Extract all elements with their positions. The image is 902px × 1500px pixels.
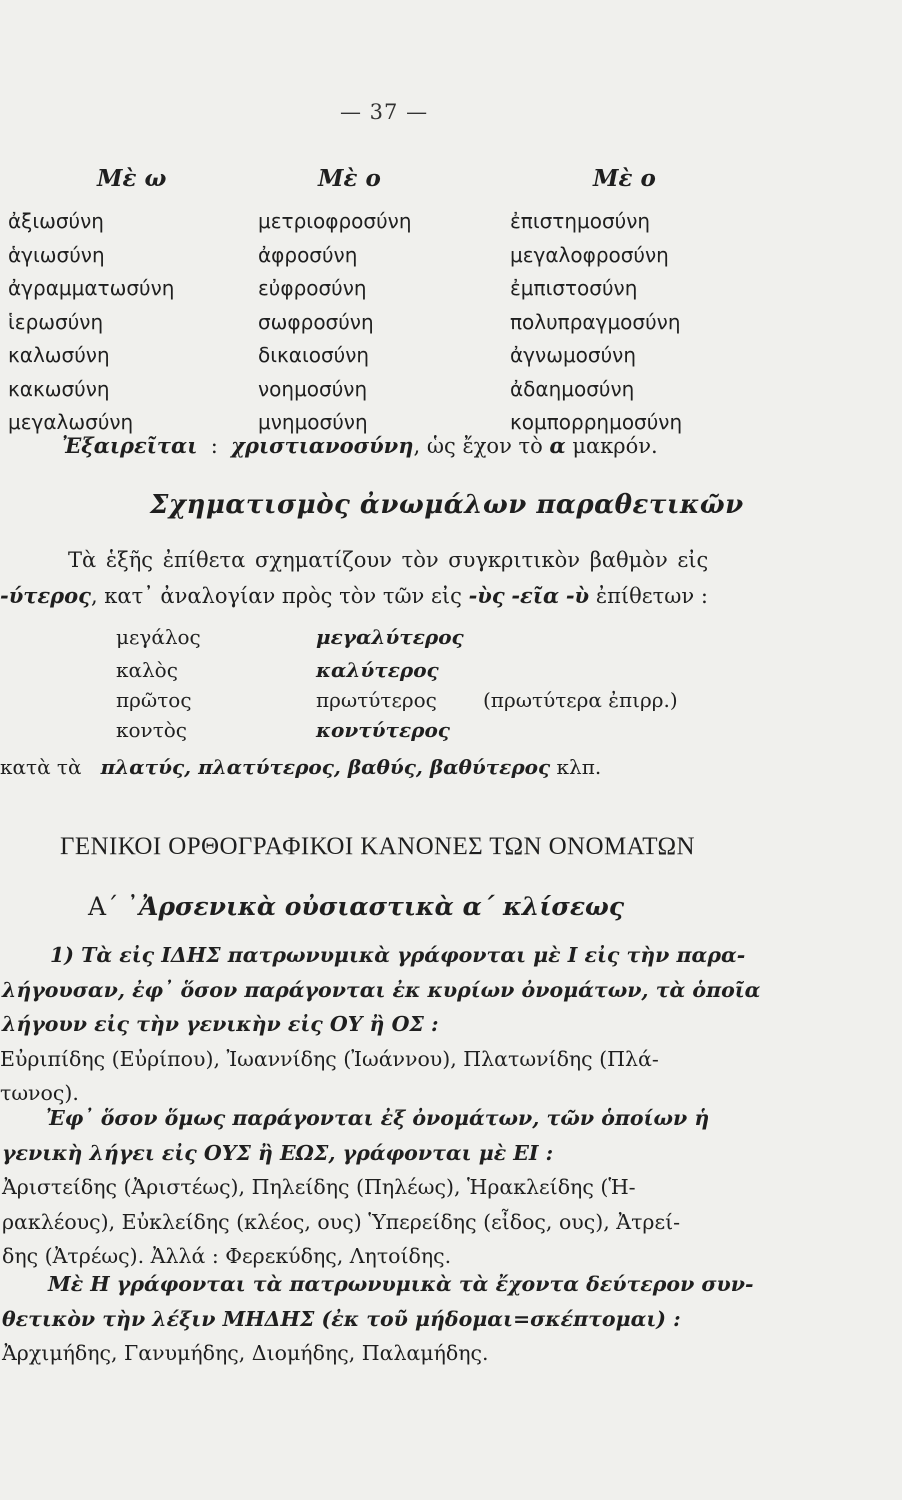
- exception-end: μακρόν.: [572, 434, 658, 458]
- column-header-omicron-1: Μὲ ο: [318, 165, 381, 192]
- word: σωφροσύνη: [258, 309, 374, 334]
- column-header-omicron-2: Μὲ ο: [593, 165, 656, 192]
- comparative-form: καλύτερος: [316, 658, 439, 682]
- exception-word: χριστιανοσύνη: [231, 433, 414, 458]
- exception-label: Ἐξαιρεῖται: [62, 433, 198, 458]
- rule-2-examples-line: Ἀριστείδης (Ἀριστέως), Πηλείδης (Πηλέως), Ἡρακλείδης (Ἡ-: [2, 1175, 636, 1199]
- word: μεγαλοφροσύνη: [510, 242, 669, 267]
- subsection-title-masculine-nouns: [88, 892, 624, 921]
- word: μεγαλωσύνη: [8, 410, 134, 434]
- rule-3-line: θετικὸν τὴν λέξιν ΜΗΔΗΣ (ἐκ τοῦ μήδομαι=σκέπτομαι) :: [2, 1306, 681, 1331]
- rule-1-line: λήγουσαν, ἐφ᾽ ὅσον παράγονται ἐκ κυρίων ὀνομάτων, τὰ ὁποῖα: [2, 977, 761, 1002]
- rule-1-line: λήγουν εἰς τὴν γενικὴν εἰς ΟΥ ἢ ΟΣ :: [2, 1012, 439, 1036]
- kata-words: πλατύς, πλατύτερος, βαθύς, βαθύτερος: [100, 755, 551, 779]
- word: εὐφροσύνη: [258, 276, 367, 300]
- word: μετριοφροσύνη: [258, 209, 412, 233]
- suffix-u: -ὺ: [565, 583, 590, 608]
- section-title-orthography-rules: ΓΕΝΙΚΟΙ ΟΡΘΟΓΡΑΦΙΚΟΙ ΚΑΝΟΝΕΣ ΤΩΝ ΟΝΟΜΑΤΩΝ: [60, 833, 695, 860]
- word: κακωσύνη: [8, 376, 110, 401]
- rule-2: [0, 1101, 902, 1274]
- suffix-yteros: -ύτερος: [0, 583, 91, 608]
- suffix-us: -ὺς: [468, 583, 505, 608]
- word: ἁγιωσύνη: [8, 242, 105, 267]
- exception-alpha: α: [549, 433, 566, 458]
- rule-2-line: γενικὴ λήγει εἰς ΟΥΣ ἢ ΕΩΣ, γράφονται μὲ ΕΙ :: [2, 1140, 554, 1165]
- word: ἐμπιστοσύνη: [510, 276, 638, 300]
- word: ἱερωσύνη: [8, 309, 104, 334]
- positive-form: πρῶτος: [116, 688, 192, 712]
- column-header-omega: Μὲ ω: [97, 165, 167, 192]
- word-column-omega: [8, 205, 174, 440]
- word: ἀδαημοσύνη: [510, 376, 635, 401]
- rule-3-examples-line: Ἀρχιμήδης, Γανυμήδης, Διομήδης, Παλαμήδης.: [2, 1341, 489, 1365]
- section-title-irregular-comparatives: Σχηματισμὸς ἀνωμάλων παραθετικῶν: [150, 490, 744, 520]
- intro-line-2: [0, 583, 708, 608]
- rule-3-line: Μὲ Η γράφονται τὰ πατρωνυμικὰ τὰ ἔχοντα δεύτερον συν-: [48, 1272, 754, 1296]
- subsection-title-text: Ἀρσενικὰ οὐσιαστικὰ α´ κλίσεως: [139, 892, 625, 921]
- rule-1-examples-line: Εὐριπίδης (Εὐρίπου), Ἰωαννίδης (Ἰωάννου), Πλατωνίδης (Πλά-: [0, 1046, 659, 1071]
- word: πολυπραγμοσύνη: [510, 309, 681, 334]
- kata-prefix: κατὰ τὰ: [0, 755, 82, 779]
- exception-line: [62, 433, 658, 458]
- subsection-prefix: Α´ ᾿: [88, 892, 140, 921]
- kata-line: [0, 755, 601, 779]
- rule-2-examples-line: δης (Ἀτρέως). Ἀλλά : Φερεκύδης, Λητοίδης.: [2, 1244, 452, 1268]
- word-column-omicron-1: [258, 205, 412, 440]
- suffix-eia: -εῖα: [511, 583, 560, 608]
- comparative-form: κοντύτερος: [316, 718, 450, 742]
- word: ἀξιωσύνη: [8, 209, 104, 233]
- rule-3: [0, 1267, 902, 1371]
- intro-line-2-end: ἐπίθετων :: [595, 584, 708, 608]
- positive-form: κοντὸς: [116, 718, 188, 742]
- exception-separator: :: [210, 434, 218, 458]
- word-column-omicron-2: [510, 205, 682, 440]
- word: ἀγραμματωσύνη: [8, 276, 175, 300]
- rule-2-examples-line: ρακλέους), Εὐκλείδης (κλέος, ους) Ὑπερείδης (εἶδος, ους), Ἀτρεί-: [2, 1209, 681, 1234]
- intro-line-2-text: , κατ᾽ ἀναλογίαν πρὸς τὸν τῶν εἰς: [90, 584, 462, 608]
- exception-rest: , ὡς ἔχον τὸ: [413, 434, 543, 458]
- page-number: — 37 —: [340, 100, 429, 124]
- word: νοημοσύνη: [258, 376, 368, 401]
- rule-1: [0, 938, 902, 1111]
- rule-1-examples-line: τωνος).: [0, 1081, 79, 1105]
- rule-2-line: Ἐφ᾽ ὅσον ὅμως παράγονται ἐξ ὀνομάτων, τῶν ὁποίων ἡ: [46, 1106, 710, 1130]
- comparative-form: μεγαλύτερος: [316, 625, 464, 649]
- word: καλωσύνη: [8, 343, 110, 367]
- rule-1-line: 1) Τὰ εἰς ΙΔΗΣ πατρωνυμικὰ γράφονται μὲ Ι εἰς τὴν παρα-: [50, 943, 746, 967]
- word: μνημοσύνη: [258, 410, 368, 434]
- word: δικαιοσύνη: [258, 343, 370, 367]
- adverb-note: (πρωτύτερα ἐπιρρ.): [483, 688, 678, 712]
- word: κομπορρημοσύνη: [510, 410, 683, 434]
- word: ἐπιστημοσύνη: [510, 209, 651, 233]
- word: ἀφροσύνη: [258, 242, 358, 267]
- positive-form: μεγάλος: [116, 625, 201, 649]
- intro-line-1: Τὰ ἑξῆς ἐπίθετα σχηματίζουν τὸν συγκριτικὸν βαθμὸν εἰς: [68, 548, 709, 572]
- kata-end: κλπ.: [556, 755, 602, 779]
- positive-form: καλὸς: [116, 658, 178, 682]
- word: ἀγνωμοσύνη: [510, 343, 636, 367]
- comparative-form: πρωτύτερος: [316, 688, 437, 712]
